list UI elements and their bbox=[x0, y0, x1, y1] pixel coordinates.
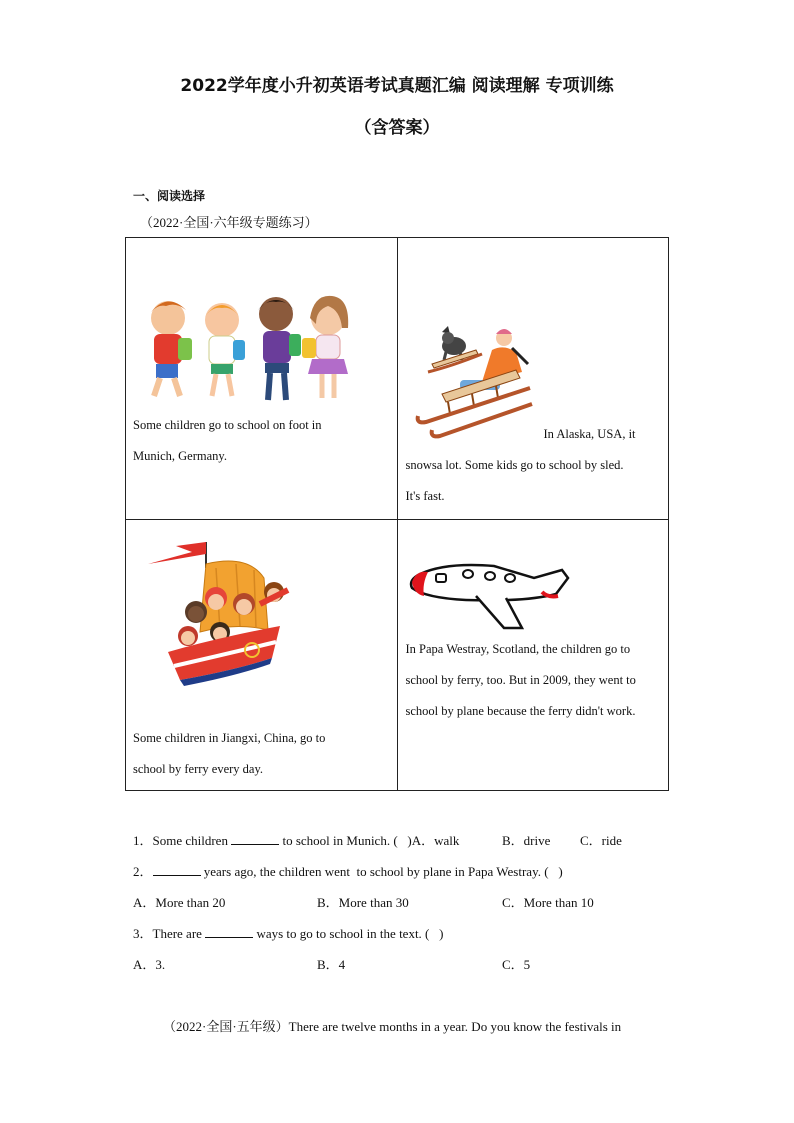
cell-text-line: school by plane because the ferry didn't work. bbox=[405, 704, 636, 718]
option-b: B．drive bbox=[502, 833, 551, 848]
question-3-suffix: ways to go to school in the text. ( ) bbox=[256, 926, 444, 941]
question-1 bbox=[133, 830, 459, 849]
page-title: 2022学年度小升初英语考试真题汇编 阅读理解 专项训练 bbox=[180, 76, 614, 96]
cell-text-line: school by ferry, too. But in 2009, they went to bbox=[405, 673, 636, 687]
cell-text-line: snowsa lot. Some kids go to school by sled. bbox=[405, 458, 624, 472]
cell-text-line: In Papa Westray, Scotland, the children go to bbox=[405, 642, 631, 656]
section-heading: 一、阅读选择 bbox=[133, 189, 206, 203]
answer-blank bbox=[153, 863, 201, 876]
option-a: A．More than 20 bbox=[133, 895, 226, 910]
option-b: B．More than 30 bbox=[317, 895, 409, 910]
option-c: C．5 bbox=[502, 957, 531, 972]
cell-text-line: Munich, Germany. bbox=[133, 449, 227, 463]
option-c: C．ride bbox=[580, 833, 622, 848]
dog-sled-image bbox=[412, 324, 537, 442]
cell-text-line: school by ferry every day. bbox=[133, 762, 264, 776]
answer-blank bbox=[205, 925, 253, 938]
question-3 bbox=[133, 923, 443, 942]
option-c: C．More than 10 bbox=[502, 895, 594, 910]
question-3-prefix: 3．There are bbox=[133, 926, 202, 941]
question-2 bbox=[133, 861, 563, 880]
question-2-prefix: 2． bbox=[133, 864, 153, 879]
cell-text-line: Some children go to school on foot in bbox=[133, 418, 322, 432]
cell-text-line: In Alaska, USA, it bbox=[543, 427, 636, 441]
children-walking-image bbox=[136, 288, 361, 403]
question-2-suffix: years ago, the children went to school by plane in Papa Westray. ( ) bbox=[203, 864, 563, 879]
cell-text-line: Some children in Jiangxi, China, go to bbox=[133, 731, 326, 745]
cell-jiangxi bbox=[126, 520, 398, 791]
question-1-suffix: to school in Munich. ( )A．walk bbox=[282, 833, 460, 848]
option-b: B．4 bbox=[317, 957, 346, 972]
cell-munich bbox=[126, 238, 398, 520]
source-note: （2022·全国·六年级专题练习） bbox=[140, 215, 318, 230]
cell-papa-westray bbox=[397, 520, 669, 791]
airplane-image bbox=[406, 558, 572, 634]
children-ferry-image bbox=[136, 534, 301, 686]
page-subtitle: （含答案） bbox=[354, 118, 440, 138]
next-passage-intro: （2022·全国·五年级）There are twelve months in a year. Do you know the festivals in bbox=[163, 1019, 622, 1034]
question-1-prefix: 1．Some children bbox=[133, 833, 228, 848]
cell-alaska bbox=[397, 238, 669, 520]
option-a: A．3. bbox=[133, 957, 166, 972]
answer-blank bbox=[231, 832, 279, 845]
cell-text-line: It's fast. bbox=[405, 489, 445, 503]
reading-table bbox=[125, 237, 669, 791]
